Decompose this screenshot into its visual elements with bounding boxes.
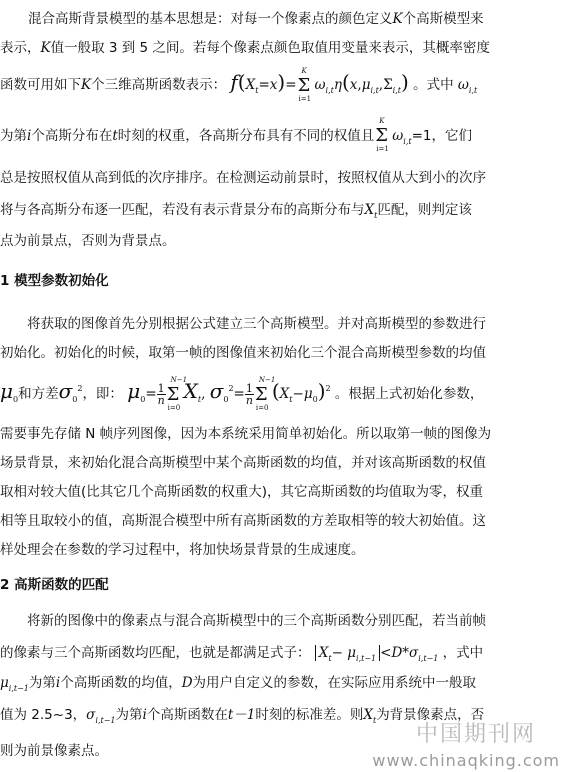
text-run: 为第 <box>115 707 143 723</box>
text-run: 为第 <box>28 675 56 691</box>
paragraph-line <box>0 506 574 536</box>
watermark-url: www.chinaqking.com <box>372 751 560 770</box>
math-sub: i,t <box>370 86 379 95</box>
text-run: 将获取的图像首先分别根据公式建立三个高斯模型。并对高斯模型的参数进行 <box>0 316 486 332</box>
text-run: 将新的图像中的像素点与混合高斯模型中的三个高斯函数分别匹配，若当前帧 <box>0 613 486 629</box>
paragraph-line <box>0 226 574 256</box>
text-run: 个三维高斯函数表示： <box>91 77 227 93</box>
math-t: t－1 <box>227 707 256 723</box>
text-run: 场景背景，来初始化混合高斯模型中某个高斯函数的均值，并对该高斯函数的权值 <box>0 455 486 471</box>
math-sigma-cap: Σ <box>383 77 393 93</box>
paragraph-line <box>0 636 574 670</box>
paragraph-line <box>0 448 574 478</box>
sum-upper: N−1 <box>170 375 188 384</box>
text-run: 需要事先存储 N 帧序列图像，因为本系统采用简单初始化。所以取第一帧的图像为 <box>0 426 492 442</box>
math-eq: = <box>285 77 297 93</box>
text-run: 函数可用如下 <box>0 77 81 93</box>
paragraph-line <box>0 338 574 368</box>
text-run: 相等且取较小的值，高斯混合模型中所有高斯函数的方差取相等的较大初始值。这 <box>0 513 486 529</box>
math-sub: t <box>372 716 377 725</box>
var-k: K <box>81 77 92 93</box>
math-sub: 0 <box>312 395 318 404</box>
sum-sign: Σ <box>166 383 180 405</box>
paragraph-line <box>0 477 574 507</box>
sum-upper: K <box>379 117 385 125</box>
math-i: i <box>27 128 32 144</box>
math-dstar: D* <box>391 645 410 661</box>
paragraph-line <box>0 33 574 63</box>
math-sup: 2 <box>325 384 331 393</box>
math-mu: μ <box>127 379 141 403</box>
text-run: 时刻的标准差。则 <box>255 707 364 723</box>
text-run: 个高斯模型来 <box>402 11 484 27</box>
density-formula: $f(X_t=x)=$ K Σ i=1 $\omega_{i,t}\eta(x,\mu_{i,t},\Sigma_{i,t})$ <box>230 66 409 102</box>
math-f: f <box>230 70 238 94</box>
text-run: 时刻的权重，各高斯分布具有不同的权值且 <box>117 128 375 144</box>
math-eta: η <box>333 77 342 93</box>
math-sigma: σ <box>58 379 73 403</box>
text-run: 混合高斯背景模型的基本思想是：对每一个像素点的颜色定义 <box>28 11 393 27</box>
math-sub: t <box>289 395 293 404</box>
summation-symbol <box>166 375 188 410</box>
math-x: x <box>269 77 278 93</box>
sum-lower: i=0 <box>167 403 181 410</box>
math-sub: 0 <box>72 395 78 404</box>
sum-upper: N−1 <box>258 375 276 384</box>
frac-num: 1 <box>245 382 253 395</box>
math-i: i <box>55 675 61 691</box>
fraction <box>157 383 166 406</box>
sum-sign: Σ <box>375 125 388 146</box>
math-mu: μ <box>0 675 9 691</box>
text-run: 值为 2.5~3， <box>0 707 87 723</box>
math-sub: i,t <box>403 137 412 146</box>
paragraph-line <box>0 368 574 410</box>
paragraph-line <box>0 668 574 698</box>
text-run: 个高斯函数的均值， <box>60 675 182 691</box>
paragraph-line <box>0 606 574 636</box>
frac-den: n <box>157 394 165 407</box>
paragraph-line <box>0 309 574 339</box>
math-lt: < <box>380 645 392 661</box>
text-run: 。式中 <box>413 77 454 93</box>
paragraph-line <box>0 116 574 156</box>
text-run: 为用户自定义的参数，在实际应用系统中一般取 <box>192 675 477 691</box>
summation-symbol <box>374 117 392 153</box>
paragraph-line <box>0 163 574 193</box>
text-run: 总是按照权值从高到低的次序排序。在检测运动前景时，按照权值从大到小的次序 <box>0 170 486 186</box>
text-run: 样处理会在参数的学习过程中，将加快场景背景的生成速度。 <box>0 542 365 558</box>
math-x: x <box>349 77 358 93</box>
text-run: 将与各高斯分布逐一匹配，若没有表示背景分布的高斯分布与 <box>0 202 365 218</box>
text-run: 为背景像素点，否 <box>376 707 485 723</box>
math-omega: ω <box>392 128 404 144</box>
math-d: D <box>181 675 193 691</box>
math-eq: = <box>145 386 157 402</box>
text-run: 的像素与三个高斯函数均匹配，也就是都满足式子： <box>0 645 311 661</box>
sum-sign: Σ <box>254 383 268 405</box>
math-x: X <box>245 77 256 93</box>
math-mu: μ <box>347 645 357 661</box>
paragraph-line <box>0 419 574 449</box>
var-k: K <box>392 11 403 27</box>
init-formula: $\mu_0=$ $\frac{1}{n}$ N−1 Σ i=0 $X_t$, $\sigma_0^2=$ $\frac{1}{n}$ N−1 Σ i=0 $(X_t-\mu_0)^2$ <box>127 375 331 410</box>
paragraph-line <box>0 4 574 34</box>
absolute-value: $X_t- \mu_{i,t-1}$ <box>315 645 380 661</box>
fraction <box>245 383 254 406</box>
math-eq: = <box>258 77 270 93</box>
heading-text: 2 高斯函数的匹配 <box>0 577 109 593</box>
math-sub: i,t <box>325 86 334 95</box>
sum-lower: i=0 <box>255 403 269 410</box>
math-sub: 0 <box>223 395 229 404</box>
math-sub: 0 <box>140 395 146 404</box>
math-sigma: σ <box>86 707 96 723</box>
math-sigma: σ <box>409 645 419 661</box>
sum-upper: K <box>301 66 307 75</box>
math-x: X <box>318 645 329 661</box>
math-omega: ω <box>314 77 326 93</box>
math-sub: i,t <box>468 86 478 95</box>
sum-sign: Σ <box>297 74 311 96</box>
paragraph-line <box>0 535 574 565</box>
math-t: t <box>112 128 118 144</box>
math-x: X <box>279 386 290 402</box>
text-run: ，即： <box>82 386 123 402</box>
paragraph-line <box>0 62 574 102</box>
math-sub: i,t <box>392 86 401 95</box>
math-sub: i,t−1 <box>8 684 29 693</box>
watermark-cn: 中国期刊网 <box>415 722 536 747</box>
math-mu: μ <box>361 77 371 93</box>
math-omega: ω <box>457 77 469 93</box>
math-sub: i,t−1 <box>356 654 377 663</box>
text-run: =1，它们 <box>411 128 473 144</box>
frac-den: n <box>245 394 253 407</box>
match-condition <box>315 645 443 661</box>
summation-symbol <box>297 66 315 102</box>
math-sub: t <box>374 211 378 220</box>
math-sup: 2 <box>228 384 234 393</box>
frac-num: 1 <box>157 382 165 395</box>
text-run: 个高斯函数在 <box>146 707 228 723</box>
math-sub: t <box>328 654 332 663</box>
text-run: 值一般取 3 到 5 之间。若每个像素点颜色取值用变量来表示，其概率密度 <box>50 40 490 56</box>
math-x: X <box>364 202 375 218</box>
var-k: K <box>40 40 51 56</box>
math-eq: = <box>233 386 245 402</box>
math-sub: i,t−1 <box>95 716 116 725</box>
math-mu: μ <box>0 379 13 403</box>
math-x: X <box>183 379 198 403</box>
math-x: X <box>363 707 373 723</box>
section-heading <box>0 266 574 296</box>
text-run: 则为前景像素点。 <box>0 743 108 759</box>
text-run: 。根据上式初始化参数， <box>334 386 484 402</box>
summation-symbol <box>254 375 276 410</box>
text-run: 匹配，则判定该 <box>377 202 472 218</box>
text-run: 初始化。初始化的时候，取第一帧的图像值来初始化三个混合高斯模型参数的均值 <box>0 345 486 361</box>
math-sub: 0 <box>13 395 19 404</box>
math-i: i <box>142 707 147 723</box>
text-run: 个高斯分布在 <box>31 128 113 144</box>
math-sub: t <box>255 86 259 95</box>
paragraph-line <box>0 195 574 225</box>
text-run: 取相对较大值(比其它几个高斯函数的权重大)，其它高斯函数的均值取为零，权重 <box>0 484 484 500</box>
math-sub: i,t−1 <box>418 654 439 663</box>
heading-text: 1 模型参数初始化 <box>0 273 109 289</box>
math-sup: 2 <box>77 384 83 393</box>
sum-lower: i=1 <box>376 145 389 153</box>
text-run: 点为前景点，否则为背景点。 <box>0 233 176 249</box>
text-run: 和方差 <box>18 386 59 402</box>
section-heading <box>0 570 574 600</box>
sum-lower: i=1 <box>298 94 312 102</box>
text-run: ，式中 <box>442 645 484 661</box>
math-sigma: σ <box>209 379 224 403</box>
text-run: 表示， <box>0 40 41 56</box>
text-run: 为第 <box>0 128 27 144</box>
math-sub: t <box>197 395 202 404</box>
math-mu: μ <box>303 386 313 402</box>
